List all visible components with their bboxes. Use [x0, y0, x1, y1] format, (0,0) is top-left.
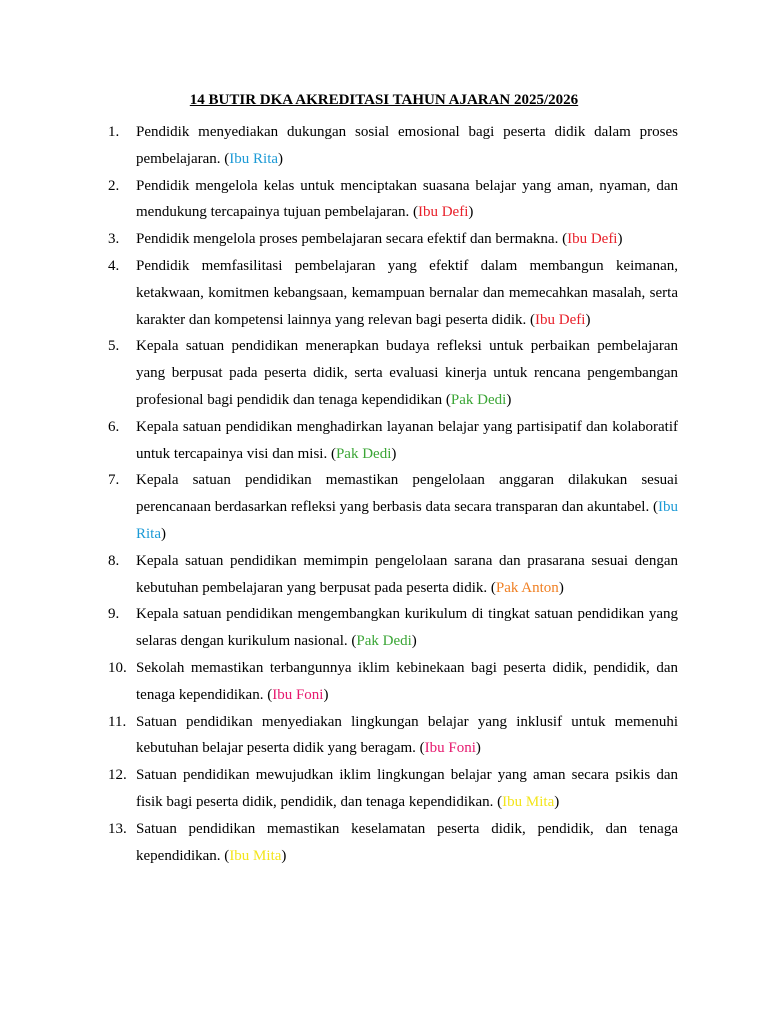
item-text-block [136, 548, 678, 602]
item-close: ) [506, 391, 512, 408]
item-text-block [136, 253, 678, 333]
item-close: ) [475, 740, 481, 757]
item-number: 11. [108, 713, 127, 730]
list-item [108, 333, 678, 413]
item-number: 2. [108, 177, 120, 194]
item-text: Kepala satuan pendidikan mengembangkan kurikulum di tingkat satuan pendidikan yang selaras dengan kurikulum nasional. ( [136, 606, 678, 650]
item-text: Satuan pendidikan menyediakan lingkungan belajar yang inklusif untuk memenuhi kebutuhan belajar peserta didik yang beragam. ( [136, 713, 678, 757]
item-close: ) [281, 847, 287, 864]
item-person: Ibu Defi [417, 204, 469, 221]
list-item [108, 253, 678, 333]
list-item [108, 709, 678, 763]
item-text-block [136, 173, 678, 227]
item-number: 5. [108, 338, 120, 355]
item-close: ) [411, 633, 417, 650]
item-number: 3. [108, 231, 120, 248]
item-text-block [136, 709, 678, 763]
item-text: Kepala satuan pendidikan memimpin pengelolaan sarana dan prasarana sesuai dengan kebutuhan pembelajaran yang berpusat pada peserta didik. ( [136, 552, 678, 596]
item-text: Kepala satuan pendidikan memastikan pengelolaan anggaran dilakukan sesuai perencanaan berdasarkan refleksi yang berbasis data secara transparan dan akuntabel. ( [136, 472, 678, 516]
item-text-block [136, 762, 678, 816]
list-item [108, 173, 678, 227]
item-close: ) [558, 579, 564, 596]
item-text-block [136, 226, 678, 253]
item-person: Ibu Defi [535, 311, 586, 328]
item-text: Satuan pendidikan mewujudkan iklim lingkungan belajar yang aman secara psikis dan fisik bagi peserta didik, pendidik, dan tenaga kependidikan. ( [136, 767, 678, 810]
list-item [108, 816, 678, 870]
item-text-block [136, 333, 678, 413]
item-person: Ibu Mita [229, 847, 282, 864]
list-item [108, 548, 678, 602]
item-person: Ibu Rita [229, 150, 279, 167]
item-text: Sekolah memastikan terbangunnya iklim kebinekaan bagi peserta didik, pendidik, dan tenaga kependidikan. ( [136, 659, 678, 703]
item-number: 13. [108, 820, 127, 837]
item-text: Satuan pendidikan memastikan keselamatan peserta didik, pendidik, dan tenaga kependidikan. ( [136, 820, 678, 864]
item-close: ) [468, 204, 474, 221]
item-number: 7. [108, 472, 120, 489]
list-item [108, 601, 678, 655]
item-close: ) [554, 793, 560, 810]
item-number: 1. [108, 124, 120, 140]
item-text: Pendidik mengelola proses pembelajaran secara efektif dan bermakna. ( [136, 231, 568, 248]
item-text: Pendidik memfasilitasi pembelajaran yang efektif dalam membangun keimanan, ketakwaan, komitmen kebangsaan, kemampuan bernalar dan memecahkan masalah, serta karakter dan kompetensi lainnya yang relevan bagi peserta didik. ( [136, 257, 678, 328]
item-text-block [136, 601, 678, 655]
item-close: ) [617, 231, 623, 248]
item-person: Pak Anton [495, 579, 559, 596]
item-number: 6. [108, 418, 120, 435]
item-text: Pendidik mengelola kelas untuk menciptakan suasana belajar yang aman, nyaman, dan mendukung tercapainya tujuan pembelajaran. ( [136, 177, 678, 221]
list-item [108, 226, 678, 253]
item-person: Pak Dedi [335, 445, 392, 462]
list-item [108, 467, 678, 547]
item-person: Pak Dedi [356, 633, 412, 650]
item-number: 12. [108, 767, 127, 784]
list-item [108, 119, 678, 173]
item-text: Pendidik menyediakan dukungan sosial emosional bagi peserta didik dalam proses pembelajaran. ( [136, 124, 678, 167]
list-item [108, 762, 678, 816]
item-text: Kepala satuan pendidikan menghadirkan layanan belajar yang partisipatif dan kolaboratif untuk tercapainya visi dan misi. ( [136, 418, 678, 462]
item-person: Ibu Foni [424, 740, 476, 757]
item-number: 4. [108, 257, 120, 274]
item-close: ) [161, 525, 166, 542]
list-item [108, 655, 678, 709]
item-person: Ibu Defi [567, 231, 618, 248]
item-close: ) [323, 686, 329, 703]
item-number: 9. [108, 606, 120, 623]
item-person: Ibu Mita [502, 793, 555, 810]
item-text-block [136, 119, 678, 173]
criteria-list [108, 119, 678, 869]
list-item [108, 414, 678, 468]
item-close: ) [391, 445, 397, 462]
item-text-block [136, 467, 678, 547]
item-close: ) [585, 311, 591, 328]
item-number: 10. [108, 659, 127, 676]
item-close: ) [278, 150, 284, 167]
item-text: Kepala satuan pendidikan menerapkan budaya refleksi untuk perbaikan pembelajaran yang berpusat pada peserta didik, serta evaluasi kinerja untuk rencana pengembangan profesional bagi pendidik dan tenaga kependidikan ( [136, 338, 678, 408]
item-text-block [136, 655, 678, 709]
item-text-block [136, 414, 678, 468]
item-person: Pak Dedi [450, 391, 507, 408]
item-person: Ibu Rita [136, 499, 678, 542]
document-title: 14 BUTIR DKA AKREDITASI TAHUN AJARAN 2025/2026 [189, 92, 579, 108]
item-person: Ibu Foni [272, 686, 324, 703]
item-text-block [136, 816, 678, 870]
item-number: 8. [108, 552, 120, 569]
